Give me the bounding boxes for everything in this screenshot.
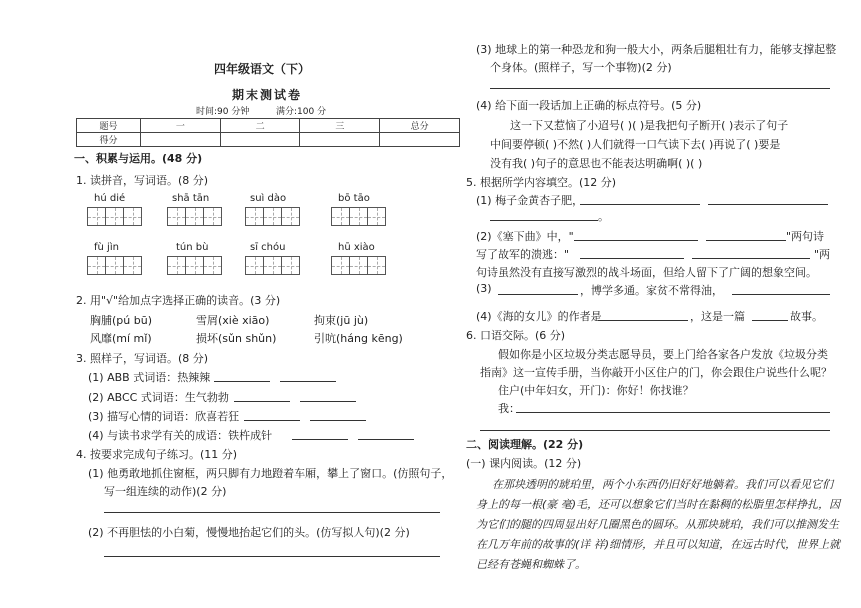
answer-line[interactable]: [480, 430, 830, 431]
q2-option[interactable]: 拘束(jū jù): [314, 314, 369, 327]
answer-line[interactable]: [708, 204, 828, 205]
q4-text: 4. 按要求完成句子练习。(11 分): [76, 448, 238, 461]
answer-line[interactable]: [598, 320, 688, 321]
tianzige-box[interactable]: [246, 256, 300, 275]
answer-line[interactable]: [292, 439, 348, 440]
q4-s1-line2: 写一组连续的动作)(2 分): [104, 485, 227, 498]
q4-s3-line1: (3) 地球上的第一种恐龙和狗一般大小，两条后腿粗壮有力，能够支撑起整: [476, 43, 837, 56]
score-row-label: 得分: [77, 133, 141, 147]
q5-line-2c: 句诗虽然没有直接写激烈的战斗场面，但给人留下了广阔的想象空间。: [476, 266, 817, 279]
q2-option[interactable]: 风靡(mí mǐ): [90, 332, 152, 345]
q3-text: 3. 照样子，写词语。(8 分): [76, 352, 209, 365]
q6-para-1: 假如你是小区垃圾分类志愿导员，要上门给各家各户发放《垃圾分类: [498, 348, 828, 361]
score-cell[interactable]: [380, 133, 460, 147]
q4-s1-line1: (1) 他勇敢地抓住窗框，两只脚有力地蹬着车厢，攀上了窗口。(仿照句子，: [88, 467, 453, 480]
score-header-cell: 总分: [380, 119, 460, 133]
q5-line-3b: ，博学多通。家贫不常得油，: [580, 284, 723, 297]
q3-item: (3) 描写心情的词语：欣喜若狂: [88, 410, 240, 423]
q6-me: 我：: [498, 402, 520, 415]
time-info: 时间:90 分钟: [196, 107, 250, 117]
answer-line[interactable]: [358, 439, 414, 440]
q5-line-2b: 写了故军的溃逃：": [476, 248, 570, 261]
answer-line[interactable]: [574, 240, 698, 241]
reading-line: 在几万年前的故事的(详 祥)细情形，并且可以知道，在远古时代，世界上就: [476, 538, 841, 551]
q2-option[interactable]: 胸脯(pú bū): [90, 314, 152, 327]
pinyin-label: hū xiào: [338, 242, 375, 253]
score-info: 满分:100 分: [276, 107, 327, 117]
answer-line[interactable]: [490, 220, 598, 221]
score-table: [76, 118, 460, 147]
q4-s2: (2) 不再胆怯的小白菊，慢慢地抬起它们的头。(仿写拟人句)(2 分): [88, 526, 410, 539]
reading-line: 已经有苍蝇和蜘蛛了。: [476, 558, 586, 571]
q6-resident: 住户(中年妇女，开门)：你好！你找谁？: [498, 384, 694, 397]
q3-item: (4) 与读书求学有关的成语：铁杵成针: [88, 429, 273, 442]
q3-item: (1) ABB 式词语：热辣辣: [88, 371, 211, 384]
answer-line[interactable]: [732, 294, 830, 295]
pinyin-label: bō tāo: [338, 193, 370, 204]
tianzige-box[interactable]: [332, 256, 386, 275]
pinyin-label: fù jìn: [94, 242, 119, 253]
score-header-cell: 三: [300, 119, 380, 133]
reading-line: 为它们的腿的四周显出好几圈黑色的圆环。从那块琥珀，我们可以推测发生: [476, 518, 839, 531]
answer-line[interactable]: [580, 258, 684, 259]
score-cell[interactable]: [141, 133, 221, 147]
tianzige-box[interactable]: [332, 207, 386, 226]
q5-line-1-end: 。: [598, 210, 609, 223]
q5-line-4a: (4)《海的女儿》的作者是: [476, 310, 602, 323]
section-2-sub: (一) 课内阅读。(12 分): [466, 457, 582, 470]
score-header-cell: 题号: [77, 119, 141, 133]
answer-line[interactable]: [490, 88, 830, 89]
q2-option[interactable]: 雪屑(xiè xiāo): [196, 314, 270, 327]
tianzige-box[interactable]: [88, 256, 142, 275]
q5-line-2a: (2)《塞下曲》中，": [476, 230, 574, 243]
q5-line-4c: 故事。: [790, 310, 823, 323]
punctuation-line-2: 中间要停顿( )不然( )人们就得一口气读下去( )再说了( )要是: [490, 138, 781, 151]
tianzige-box[interactable]: [88, 207, 142, 226]
answer-line[interactable]: [692, 258, 810, 259]
answer-line[interactable]: [752, 320, 788, 321]
pinyin-label: shā tān: [172, 193, 210, 204]
q5-line-2b-end: "两: [814, 248, 831, 261]
tianzige-box[interactable]: [246, 207, 300, 226]
q6-text: 6. 口语交际。(6 分): [466, 329, 566, 342]
q5-line-2a-end: "两句诗: [786, 230, 825, 243]
q5-line-3a: (3): [476, 282, 492, 295]
answer-line[interactable]: [104, 556, 440, 557]
q2-option[interactable]: 损坏(sǔn shǔn): [196, 332, 277, 345]
reading-line: 身上的每一根(豪 毫)毛，还可以想象它们当时在黏稠的松脂里怎样挣扎，因: [476, 498, 841, 511]
answer-line[interactable]: [214, 381, 270, 382]
q5-text: 5. 根据所学内容填空。(12 分): [466, 176, 617, 189]
answer-line[interactable]: [706, 240, 786, 241]
pinyin-label: hú dié: [94, 193, 126, 204]
q5-line-1: (1) 梅子金黄杏子肥，: [476, 194, 584, 207]
q1-text: 1. 读拼音，写词语。(8 分): [76, 174, 209, 187]
pinyin-label: suì dào: [250, 193, 287, 204]
section-2-title: 二、阅读理解。(22 分): [466, 438, 584, 451]
score-header-cell: 一: [141, 119, 221, 133]
score-cell[interactable]: [300, 133, 380, 147]
answer-line[interactable]: [234, 401, 290, 402]
punctuation-line-1: 这一下又惹恼了小迢号( )( )是我把句子断开( )表示了句子: [510, 119, 789, 132]
answer-line[interactable]: [104, 512, 440, 513]
pinyin-label: sī chóu: [250, 242, 286, 253]
punctuation-line-3: 没有我( )句子的意思也不能表达明确啊( )( ): [490, 157, 703, 170]
q5-line-4b: ，这是一篇: [690, 310, 745, 323]
q3-item: (2) ABCC 式词语：生气勃勃: [88, 391, 229, 404]
answer-line[interactable]: [310, 420, 366, 421]
tianzige-box[interactable]: [168, 207, 222, 226]
page-title: 四年级语文（下）: [214, 62, 311, 76]
q6-para-2: 指南》这一宣传手册，当你敲开小区住户的门，你会跟住户说些什么呢？: [480, 366, 832, 379]
score-cell[interactable]: [220, 133, 300, 147]
q4-s4: (4) 给下面一段话加上正确的标点符号。(5 分): [476, 99, 702, 112]
page-subtitle: 期末测试卷: [232, 88, 303, 102]
answer-line[interactable]: [516, 412, 830, 413]
section-1-title: 一、积累与运用。(48 分): [74, 152, 203, 165]
q2-text: 2. 用"√"给加点字选择正确的读音。(3 分): [76, 294, 281, 307]
reading-line: 在那块透明的琥珀里，两个小东西仍旧好好地躺着。我们可以看见它们: [492, 478, 833, 491]
answer-line[interactable]: [580, 204, 700, 205]
answer-line[interactable]: [300, 401, 356, 402]
answer-line[interactable]: [280, 381, 336, 382]
score-header-cell: 二: [220, 119, 300, 133]
answer-line[interactable]: [244, 420, 300, 421]
answer-line[interactable]: [498, 294, 578, 295]
q2-option[interactable]: 引吭(háng kēng): [314, 332, 403, 345]
pinyin-label: tún bù: [176, 242, 209, 253]
tianzige-box[interactable]: [168, 256, 222, 275]
q4-s3-line2: 个身体。(照样子，写一个事物)(2 分): [490, 61, 672, 74]
